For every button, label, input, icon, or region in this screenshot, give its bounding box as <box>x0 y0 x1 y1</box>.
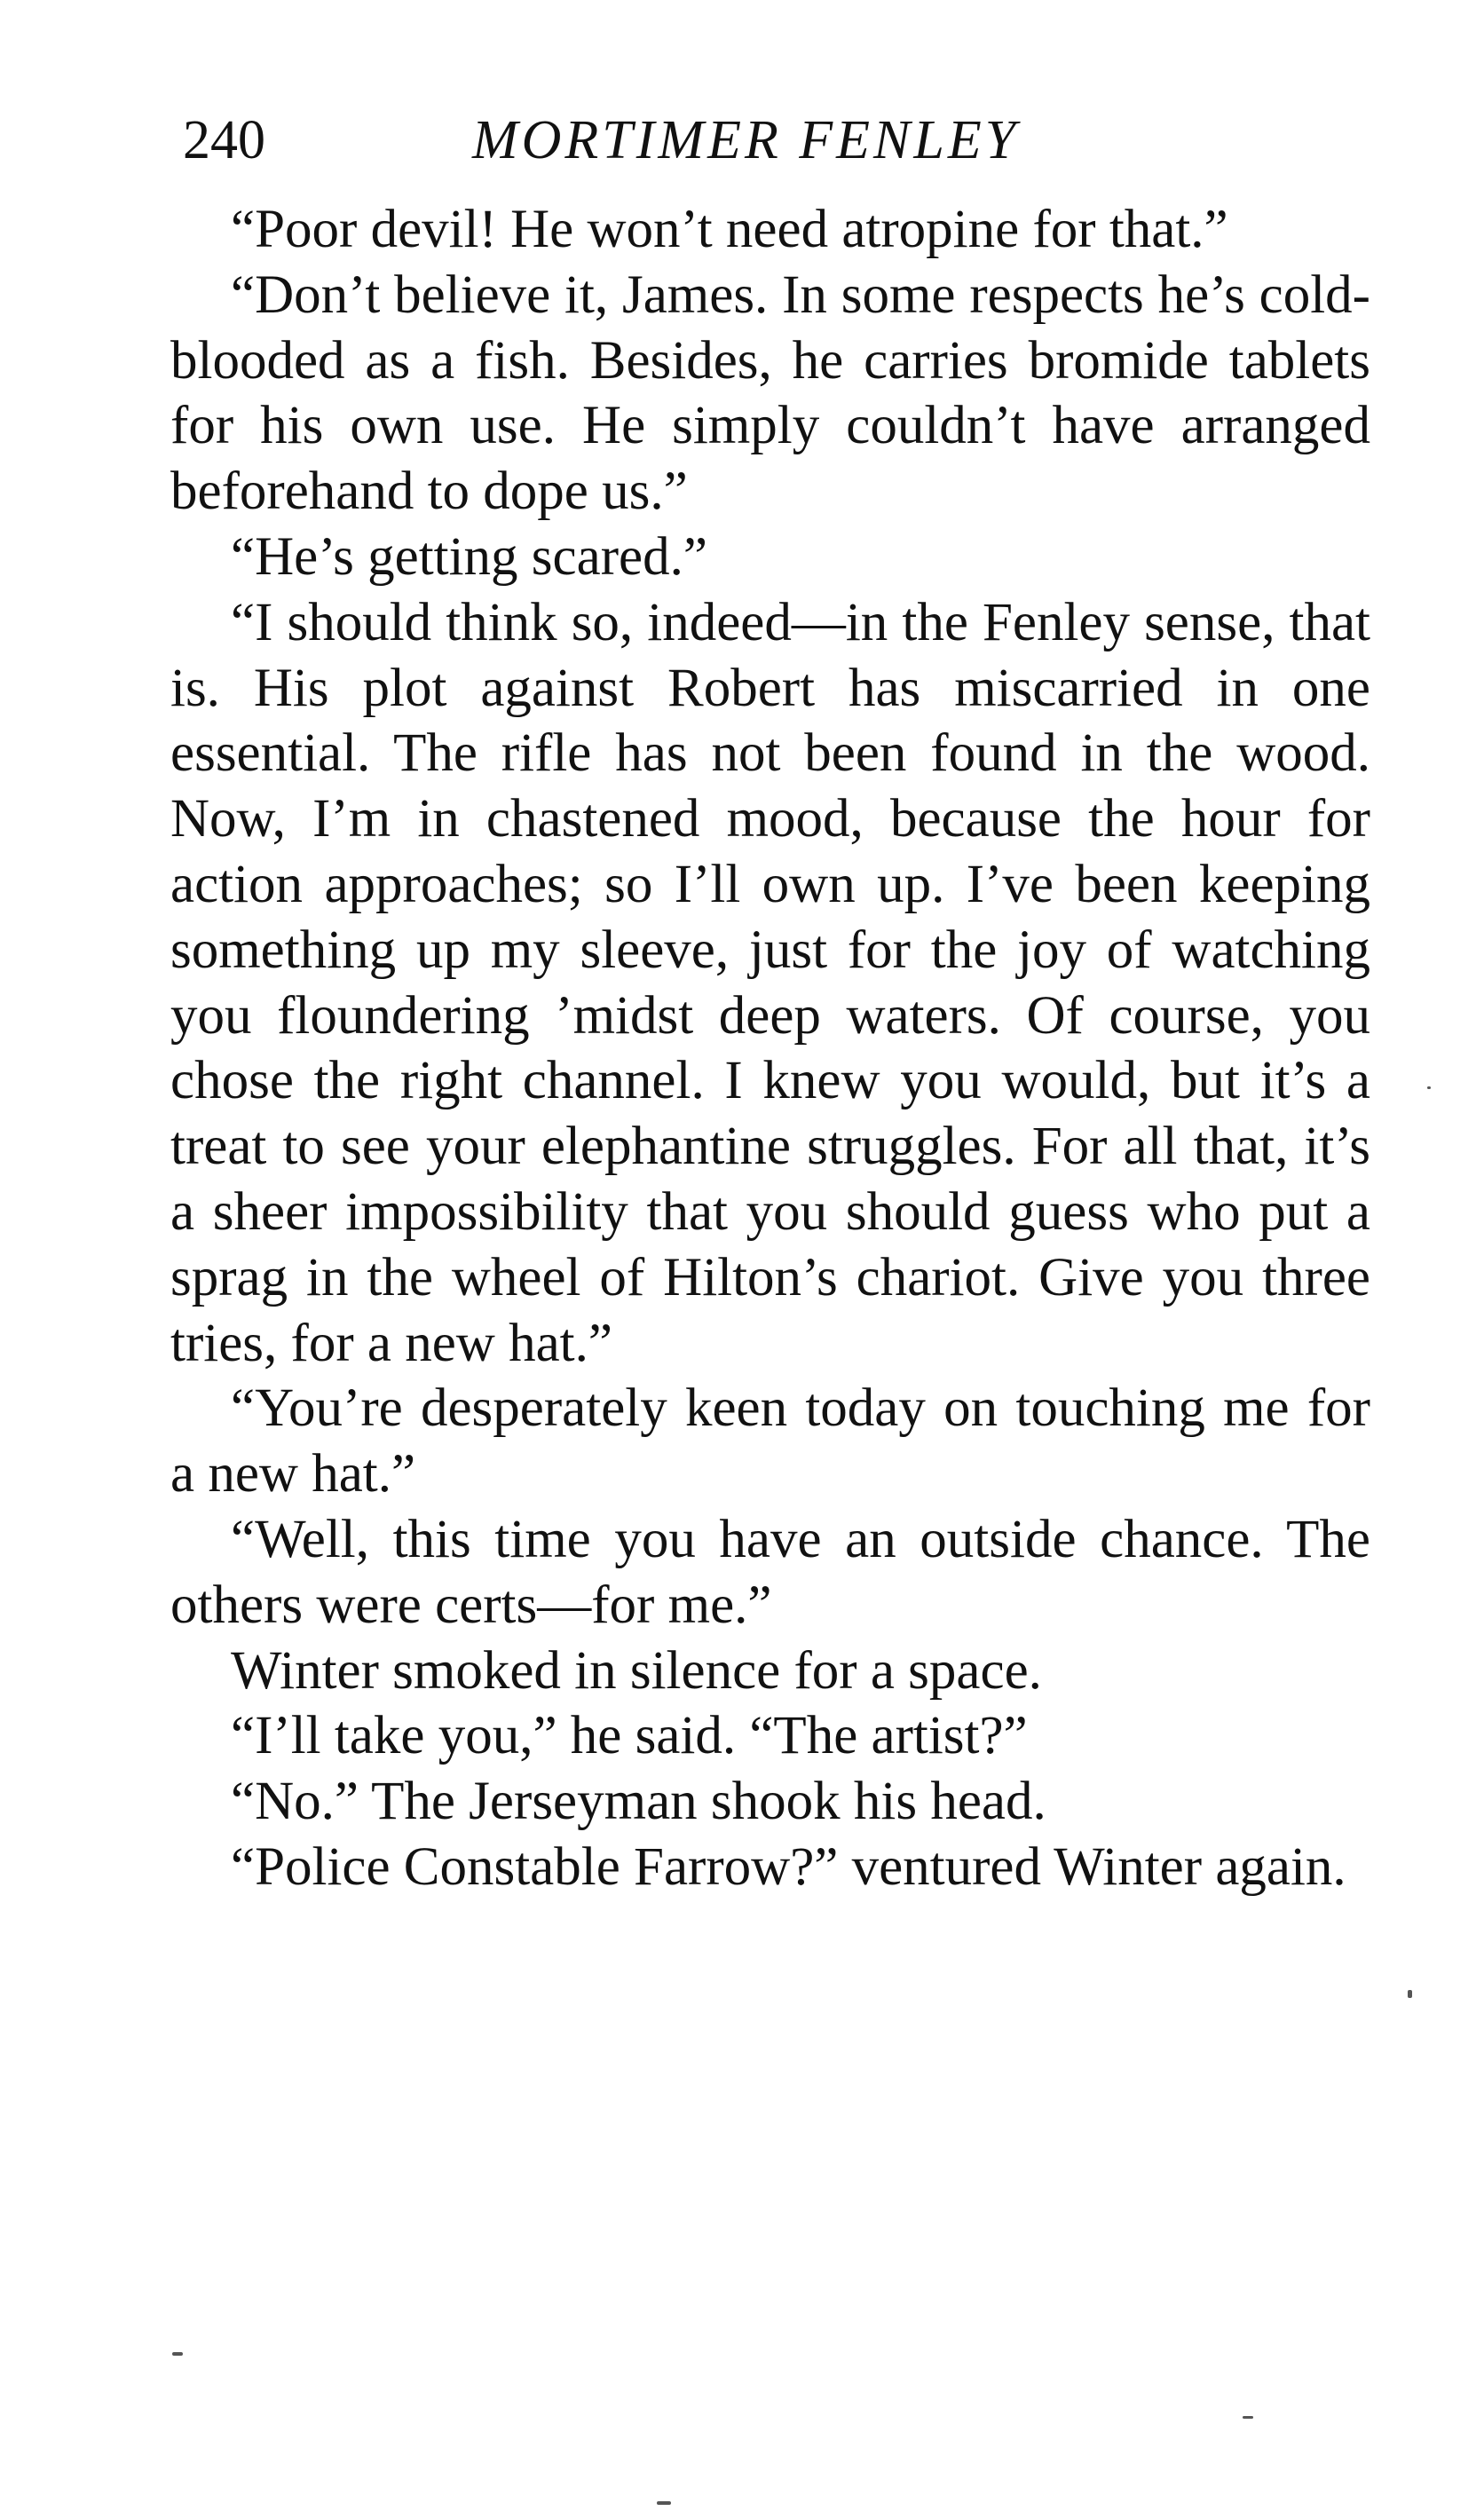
paragraph: “Poor devil! He won’t need atropine for that.” <box>231 200 1228 259</box>
paragraph: “Don’t believe it, James. In some respects he’s cold-blooded as a fish. Besides, he carries bromide tablets for his own use. He simply couldn’t have arranged beforehand to dope us.” <box>170 265 1370 522</box>
paragraph: “He’s getting scared.” <box>231 526 707 587</box>
page-number: 240 <box>183 110 265 170</box>
running-header <box>170 105 1377 176</box>
scan-speck <box>1408 1990 1412 1998</box>
paragraph: “Police Constable Farrow?” ventured Winter again. <box>231 1836 1346 1897</box>
paragraph: Winter smoked in silence for a space. <box>231 1640 1042 1701</box>
paragraph: “I’ll take you,” he said. “The artist?” <box>231 1706 1028 1766</box>
paragraph: “I should think so, indeed—in the Fenley sense, that is. His plot against Robert has miscarried in one essential. The rifle has not been found in the wood. Now, I’m in chastened mood, because the hour for action approaches; so I’ll own up. I’ve been keeping something up my sleeve, just for the joy of watching you floundering ’midst deep waters. Of course, you chose the right channel. I knew you would, but it’s a treat to see your elephantine struggles. For all that, it’s a sheer impossibility that you should guess who put a sprag in the wheel of Hilton’s chariot. Give you three tries, for a new hat.” <box>170 592 1370 1373</box>
paragraph: “Well, this time you have an outside chance. The others were certs—for me.” <box>170 1509 1370 1635</box>
scan-speck <box>1427 1086 1431 1089</box>
scan-speck <box>657 2501 671 2505</box>
running-title: MORTIMER FENLEY <box>472 110 1020 170</box>
scan-speck <box>1243 2416 1253 2419</box>
paragraph: “No.” The Jerseyman shook his head. <box>231 1772 1046 1832</box>
scan-speck <box>172 2352 183 2356</box>
body-text <box>170 197 1370 1900</box>
paragraph: “You’re desperately keen today on touching me for a new hat.” <box>170 1378 1370 1504</box>
